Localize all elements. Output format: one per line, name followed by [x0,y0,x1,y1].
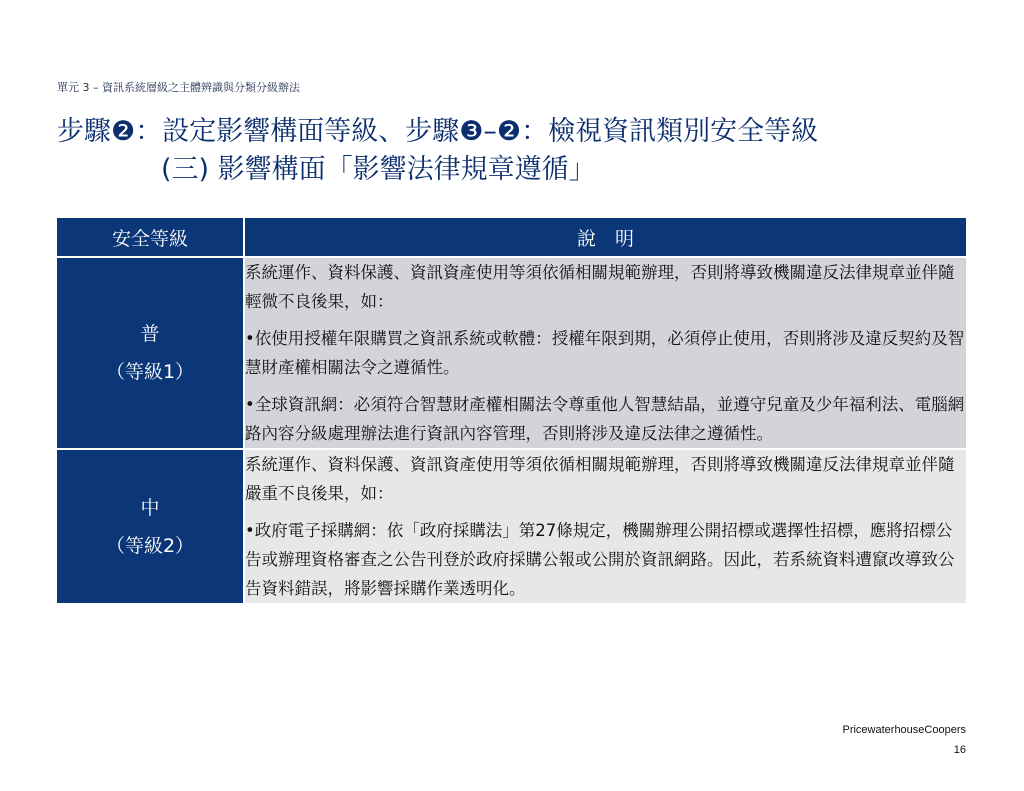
table-row [56,449,967,604]
slide-title [57,113,818,189]
slide-title-line2: (三) 影響構面「影響法律規章遵循」 [161,154,596,185]
description-cell [244,257,967,449]
page-number: 16 [953,744,966,756]
level-cell [56,257,244,449]
header-security-level: 安全等級 [56,217,244,257]
level-cell [56,449,244,604]
description-bullet: •全球資訊網：必須符合智慧財產權相關法令尊重他人智慧結晶，並遵守兒童及少年福利法、電腦網路內容分級處理辦法進行資訊內容管理，否則將涉及違反法律之遵循性。 [245,395,965,443]
footer-company-name: PricewaterhouseCoopers [842,724,966,736]
header-description: 說 明 [244,217,967,257]
level-label: 中 [140,496,160,519]
level-sub-label: （等級1） [105,361,195,383]
description-paragraph: 系統運作、資料保護、資訊資產使用等須依循相關規範辦理，否則將導致機關違反法律規章並伴隨嚴重不良後果，如： [245,455,955,503]
breadcrumb: 單元 3 – 資訊系統層級之主體辨識與分類分級辦法 [57,81,300,94]
table-row [56,257,967,449]
description-paragraph: 系統運作、資料保護、資訊資產使用等須依循相關規範辦理，否則將導致機關違反法律規章並伴隨輕微不良後果，如： [245,263,955,311]
level-label: 普 [140,323,160,345]
description-bullet: •依使用授權年限購買之資訊系統或軟體：授權年限到期，必須停止使用，否則將涉及違反契約及智慧財產權相關法令之遵循性。 [245,329,965,377]
level-sub-label: （等級2） [105,534,195,557]
table-header-row [56,217,967,257]
security-level-table [55,216,968,605]
slide-title-line1: 步驟❷：設定影響構面等級、步驟❸–❷：檢視資訊類別安全等級 [57,116,819,147]
description-cell [244,449,967,604]
description-bullet: •政府電子採購網：依「政府採購法」第27條規定，機關辦理公開招標或選擇性招標，應將招標公告或辦理資格審查之公告刊登於政府採購公報或公開於資訊網路。因此，若系統資料遭竄改導致公告資料錯誤，將影響採購作業透明化。 [245,521,955,598]
